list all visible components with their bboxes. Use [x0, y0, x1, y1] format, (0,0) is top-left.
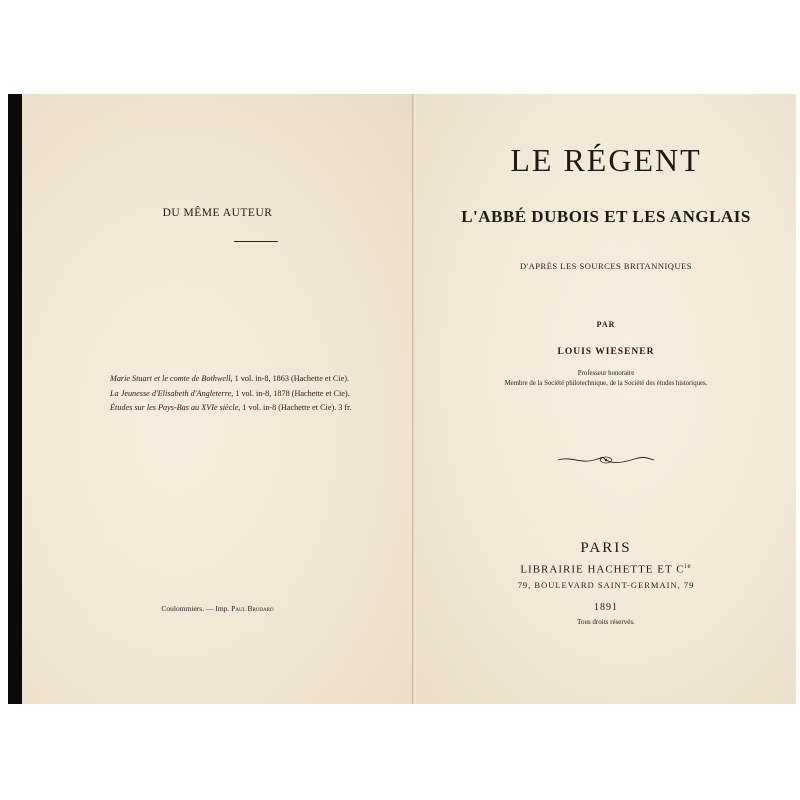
author-title: Professeur honoraire: [577, 370, 635, 377]
rights-notice: Tous droits réservés.: [577, 618, 635, 626]
book-title: LE RÉGENT: [510, 142, 702, 178]
work-details: 1 vol. in-8 (Hachette et Cie). 3 fr.: [240, 403, 352, 412]
author-memberships: Membre de la Société philotechnique, de la Société des études historiques.: [504, 380, 708, 387]
work-details: 1 vol. in-8, 1878 (Hachette et Cie).: [233, 388, 350, 398]
work-title: La Jeunesse d'Elisabeth d'Angleterre,: [110, 388, 234, 398]
author-name: LOUIS WIESENER: [557, 347, 655, 357]
work-title: Études sur les Pays-Bas au XVIe siècle,: [110, 403, 241, 412]
ornament-flourish: [556, 454, 656, 466]
left-page: [22, 94, 413, 704]
printer-imprint: [22, 604, 413, 613]
work-item: [110, 372, 351, 387]
by-line: PAR: [596, 320, 616, 329]
sources-line: D'APRÈS LES SOURCES BRITANNIQUES: [520, 261, 692, 271]
publisher-name: LIBRAIRIE HACHETTE ET C: [520, 563, 685, 576]
printer-prefix: Coulommiers. — Imp.: [161, 604, 232, 613]
work-details: 1 vol. in-8, 1863 (Hachette et Cie).: [232, 374, 349, 383]
heading-rule: [234, 241, 278, 242]
publisher-suffix: ie: [684, 562, 692, 570]
work-item: [110, 387, 351, 402]
works-list: [110, 372, 351, 416]
publisher-address: 79, BOULEVARD SAINT-GERMAIN, 79: [517, 580, 695, 590]
publisher: [416, 562, 796, 576]
title-page: [416, 94, 796, 704]
printer-name: Paul Brodard: [231, 604, 274, 613]
work-title: Marie Stuart et le comte de Bothwell,: [110, 374, 233, 383]
publication-city: PARIS: [580, 540, 632, 556]
book-spread: [8, 94, 796, 704]
other-works-heading: DU MÊME AUTEUR: [162, 207, 273, 219]
book-subtitle: L'ABBÉ DUBOIS ET LES ANGLAIS: [461, 207, 751, 226]
publication-year: 1891: [594, 602, 618, 613]
work-item: [110, 401, 351, 416]
